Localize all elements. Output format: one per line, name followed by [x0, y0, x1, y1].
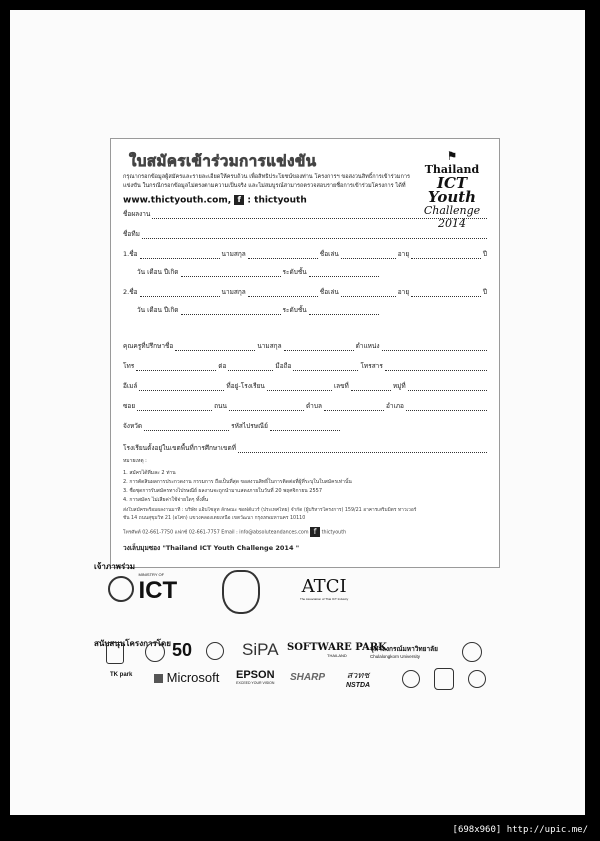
form-title: ใบสมัครเข้าร่วมการแข่งขัน — [129, 152, 317, 170]
seal-icon-3 — [402, 670, 420, 688]
field-member1-dob[interactable]: วัน เดือน ปีเกิด ระดับชั้น — [137, 265, 489, 277]
epson-logo: EPSON EXCEED YOUR VISION — [236, 669, 275, 685]
garuda-icon — [106, 642, 124, 664]
field-team[interactable]: ชื่อทีม — [123, 227, 489, 239]
tk-park-logo: TK park — [110, 672, 133, 678]
field-phone[interactable]: โทร ต่อ มือถือ โทรสาร — [123, 359, 489, 371]
website-line — [123, 195, 307, 206]
field-member1[interactable]: 1.ชื่อ นามสกุล ชื่อเล่น อายุ ปี — [123, 250, 487, 258]
seal-icon-2 — [462, 642, 482, 662]
field-email[interactable]: อีเมล์ ที่อยู่-โรงเรียน เลขที่ หมู่ที่ — [123, 379, 489, 391]
sipa-logo: SiPA — [242, 640, 279, 659]
competition-logo: ⚑ Thailand ICT Youth Challenge 2014 — [417, 149, 487, 229]
software-park-logo: SOFTWARE PARK THAILAND — [287, 642, 387, 658]
sponsors-label: สนับสนุนโครงการโดย — [94, 639, 171, 648]
application-form — [110, 138, 500, 568]
field-member2[interactable]: 2.ชื่อ นามสกุล ชื่อเล่น อายุ ปี — [123, 288, 487, 296]
field-street[interactable]: ซอย ถนน ตำบล อำเภอ — [123, 399, 489, 411]
contact-line-3: โทรศัพท์ 02-661-7750 แฟกซ์ 02-661-7757 Email : info@absoluteandances.com f thictyouth — [123, 527, 347, 536]
notes-heading: หมายเหตุ : — [123, 458, 147, 464]
flag-icon: ⚑ — [446, 149, 458, 163]
fifty-years-logo: 50 — [172, 640, 193, 660]
seal-icon-5 — [468, 670, 486, 688]
atci-logo: ATCI The Association of Thai ICT Industry — [300, 576, 349, 601]
contact-line-2: ชั้น 14 ถนนสุขุมวิท 21 (อโศก) แขวงคลองเตยเหนือ เขตวัฒนา กรุงเทพมหานคร 10110 — [123, 516, 306, 521]
intro-text: กรุณากรอกข้อมูลผู้สมัครและรายละเอียดให้ครบถ้วน เพื่อสิทธิประโยชน์ของท่าน โครงการฯ ขอสงวนสิทธิ์การเข้าร่วมการแข่งขัน ในกรณีกรอกข้อมูลไม่ตรงตามความเป็นจริง และไม่สมบูรณ์สามารถตรวจสอบรายชื่อการเข้าร่วมโครงการ ได้ที่ — [123, 174, 411, 189]
note-2: 2. การตัดสินผลการประกวดงาน กรรมการ ถือเป็นที่สุด ขอสงวนสิทธิ์ในการติดต่อที่ผู้ที่ระบุในใบสมัครเท่านั้น — [123, 479, 352, 485]
hosts-label: เจ้าภาพร่วม — [94, 562, 136, 571]
note-4: 4. การสมัคร ไม่เสียค่าใช้จ่ายใดๆ ทั้งสิ้น — [123, 497, 209, 503]
microsoft-logo: Microsoft — [154, 670, 219, 685]
badge-icon — [206, 642, 224, 660]
facebook-icon: f — [234, 195, 244, 205]
contact-line-1: ส่งใบสมัครพร้อมผลงานมาที่ : บริษัท แอ็บโซลูท ลักษณะ ซอฟต์แวร์ (ประเทศไทย) จำกัด (ผู้บริหารโครงการ) 159/21 อาคารเสริมมิตร ทาวเวอร์ — [123, 508, 417, 513]
thai-emblem-icon — [222, 570, 260, 614]
note-3: 3. ชื่อชุดการรับสมัครทางไปรษณีย์ ผลงานจะถูกนำมาแสดงภายในวันที่ 20 พฤศจิกายน 2557 — [123, 488, 323, 494]
chula-logo: จุฬาลงกรณ์มหาวิทยาลัย Chulalongkorn University — [370, 646, 438, 659]
field-advisor[interactable]: คุณครูที่ปรึกษาชื่อ นามสกุล ตำแหน่ง — [123, 339, 489, 351]
sharp-logo: SHARP — [290, 672, 326, 683]
ict-ministry-logo: MINISTRY OF ICT — [108, 572, 177, 605]
seal-icon-4 — [434, 668, 454, 690]
nstda-logo: สวทช NSTDA — [346, 670, 371, 689]
field-member2-dob[interactable]: วัน เดือน ปีเกิด ระดับชั้น — [137, 303, 489, 315]
envelope-note: วงเล็บมุมซอง "Thailand ICT Youth Challenge 2014 " — [123, 544, 300, 552]
field-team-name[interactable]: ชื่อผลงาน — [123, 207, 489, 219]
windows-icon — [154, 674, 163, 683]
facebook-handle[interactable]: : thictyouth — [247, 195, 307, 206]
note-1: 1. สมัครได้ทีมละ 2 ท่าน — [123, 470, 176, 476]
field-province[interactable]: จังหวัด รหัสไปรษณีย์ — [123, 419, 489, 431]
website-link[interactable]: www.thictyouth.com, — [123, 195, 232, 206]
upload-watermark: [698x960] http://upic.me/ — [452, 825, 588, 835]
seal-icon — [145, 642, 165, 662]
facebook-icon: f — [310, 527, 320, 537]
scanned-page — [10, 10, 585, 815]
field-school[interactable]: โรงเรียนตั้งอยู่ในเขตพื้นที่การศึกษาเขตที่ — [123, 441, 489, 453]
